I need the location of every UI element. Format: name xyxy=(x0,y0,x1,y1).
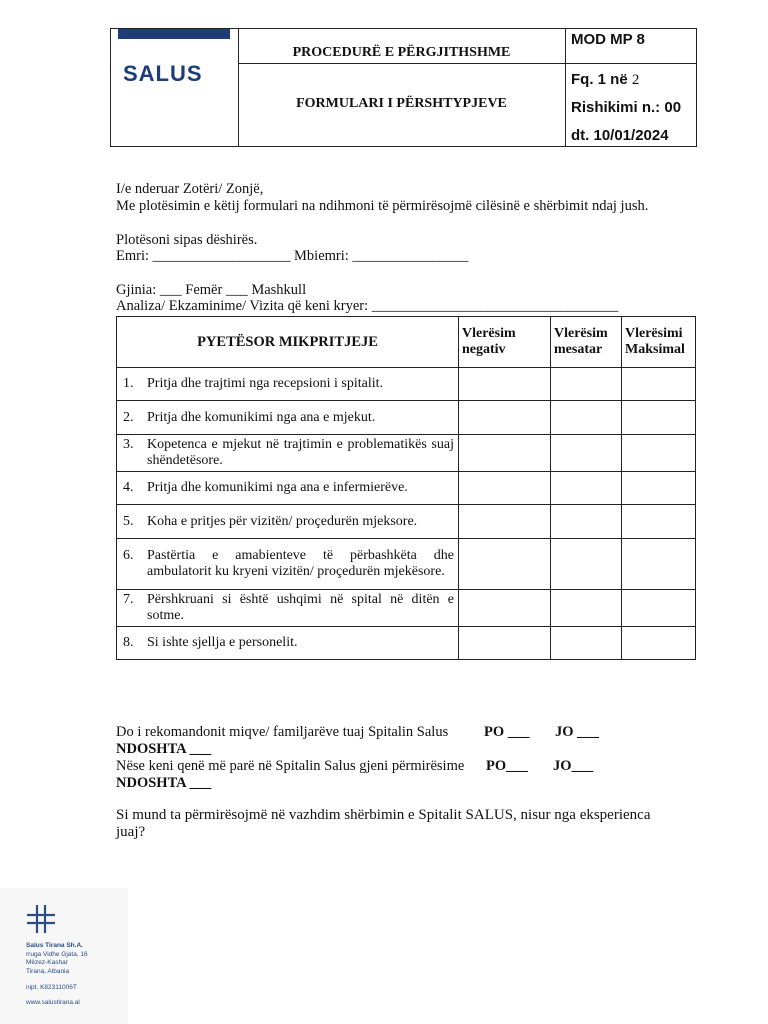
rating-cell[interactable] xyxy=(459,505,551,539)
revision: Rishikimi n.: 00 xyxy=(571,99,682,116)
page-total: 2 xyxy=(631,72,640,88)
table-row: 7. Përshkruani si është ushqimi në spital në ditën e sotme. xyxy=(117,590,696,627)
rating-cell[interactable] xyxy=(551,539,622,590)
rating-cell[interactable] xyxy=(459,472,551,505)
footer-area: Mëzez-Kashar xyxy=(26,959,68,966)
salus-mark-icon xyxy=(26,904,56,934)
gender-field[interactable]: Gjinia: ___ Femër ___ Mashkull xyxy=(116,282,307,298)
rating-cell[interactable] xyxy=(551,435,622,472)
col-average: Vlerësim mesatar xyxy=(551,317,622,368)
footer-company: Salus Tirana Sh.A. xyxy=(26,942,83,949)
page-info: Fq. 1 në 2 xyxy=(571,71,640,88)
logo-bar xyxy=(118,29,230,39)
recommend-maybe[interactable]: NDOSHTA ___ xyxy=(116,741,212,757)
col-negative: Vlerësim negativ xyxy=(459,317,551,368)
rating-cell[interactable] xyxy=(459,627,551,660)
rating-cell[interactable] xyxy=(551,472,622,505)
improvement-yes[interactable]: PO___ xyxy=(486,758,528,774)
rating-cell[interactable] xyxy=(622,368,696,401)
recommend-yes[interactable]: PO ___ xyxy=(484,724,530,740)
footer xyxy=(0,888,128,1024)
table-header-row xyxy=(117,317,696,368)
rating-cell[interactable] xyxy=(459,539,551,590)
footer-street: rruga Vidhe Gjata, 16 xyxy=(26,950,88,958)
rating-cell[interactable] xyxy=(551,627,622,660)
rating-cell[interactable] xyxy=(459,435,551,472)
salus-logo: SALUS xyxy=(123,61,203,86)
rating-cell[interactable] xyxy=(622,435,696,472)
footer-nipt: nipt. K82311006T xyxy=(26,984,77,991)
rating-cell[interactable] xyxy=(459,368,551,401)
table-row: 2. Pritja dhe komunikimi nga ana e mjekut. xyxy=(117,401,696,435)
table-row: 3. Kopetenca e mjekut në trajtimin e problematikës suaj shëndetësore. xyxy=(117,435,696,472)
table-row: 1. Pritja dhe trajtimi nga recepsioni i spitalit. xyxy=(117,368,696,401)
footer-web[interactable]: www.salustirana.al xyxy=(26,998,80,1006)
rating-cell[interactable] xyxy=(551,505,622,539)
greeting: I/e nderuar Zotëri/ Zonjë, xyxy=(116,181,264,197)
recommend-no[interactable]: JO ___ xyxy=(555,724,599,740)
fill-note: Plotësoni sipas dëshirës. xyxy=(116,232,258,248)
header-meta xyxy=(565,29,696,146)
rating-cell[interactable] xyxy=(551,401,622,435)
question-header: PYETËSOR MIKPRITJEJE xyxy=(117,317,459,368)
table-row: 6. Pastërtia e amabienteve të përbashkëta dhe ambulatorit ku kryeni vizitën/ proçedurën mjekësore. xyxy=(117,539,696,590)
rating-cell[interactable] xyxy=(551,590,622,627)
document-header xyxy=(110,28,697,147)
form-title: FORMULARI I PËRSHTYPJEVE xyxy=(296,96,507,111)
rating-cell[interactable] xyxy=(622,472,696,505)
survey-table xyxy=(116,316,696,660)
table-row: 5. Koha e pritjes për vizitën/ proçedurën mjeksore. xyxy=(117,505,696,539)
logo-cell xyxy=(111,29,239,146)
improvement-maybe[interactable]: NDOSHTA ___ xyxy=(116,775,212,791)
name-field[interactable]: Emri: ___________________ Mbiemri: ________________ xyxy=(116,248,469,264)
intro-text: Me plotësimin e këtij formulari na ndihmoni të përmirësojmë cilësinë e shërbimit ndaj jush. xyxy=(116,198,649,214)
footer-address xyxy=(26,942,88,1007)
rating-cell[interactable] xyxy=(622,401,696,435)
header-titles xyxy=(238,29,566,146)
document-date: dt. 10/01/2024 xyxy=(571,127,669,144)
footer-city: Tirana, Albania xyxy=(26,967,70,975)
feedback-question-cont: juaj? xyxy=(116,824,146,840)
rating-cell[interactable] xyxy=(622,539,696,590)
rating-cell[interactable] xyxy=(459,401,551,435)
improvement-no[interactable]: JO___ xyxy=(553,758,594,774)
rating-cell[interactable] xyxy=(622,627,696,660)
rating-cell[interactable] xyxy=(551,368,622,401)
table-row: 4. Pritja dhe komunikimi nga ana e infermierëve. xyxy=(117,472,696,505)
rating-cell[interactable] xyxy=(622,505,696,539)
procedure-title: PROCEDURË E PËRGJITHSHME xyxy=(292,45,511,60)
feedback-question: Si mund ta përmirësojmë në vazhdim shërbimin e Spitalit SALUS, nisur nga eksperienca xyxy=(116,807,651,823)
improvement-question: Nëse keni qenë më parë në Spitalin Salus gjeni përmirësime xyxy=(116,758,465,774)
analysis-field[interactable]: Analiza/ Ekzaminime/ Vizita që keni kryer: __________________________________ xyxy=(116,298,619,314)
rating-cell[interactable] xyxy=(622,590,696,627)
document-code: MOD MP 8 xyxy=(571,31,645,48)
rating-cell[interactable] xyxy=(459,590,551,627)
col-max: Vlerësimi Maksimal xyxy=(622,317,696,368)
recommend-question: Do i rekomandonit miqve/ familjarëve tuaj Spitalin Salus xyxy=(116,724,449,740)
table-row: 8. Si ishte sjellja e personelit. xyxy=(117,627,696,660)
